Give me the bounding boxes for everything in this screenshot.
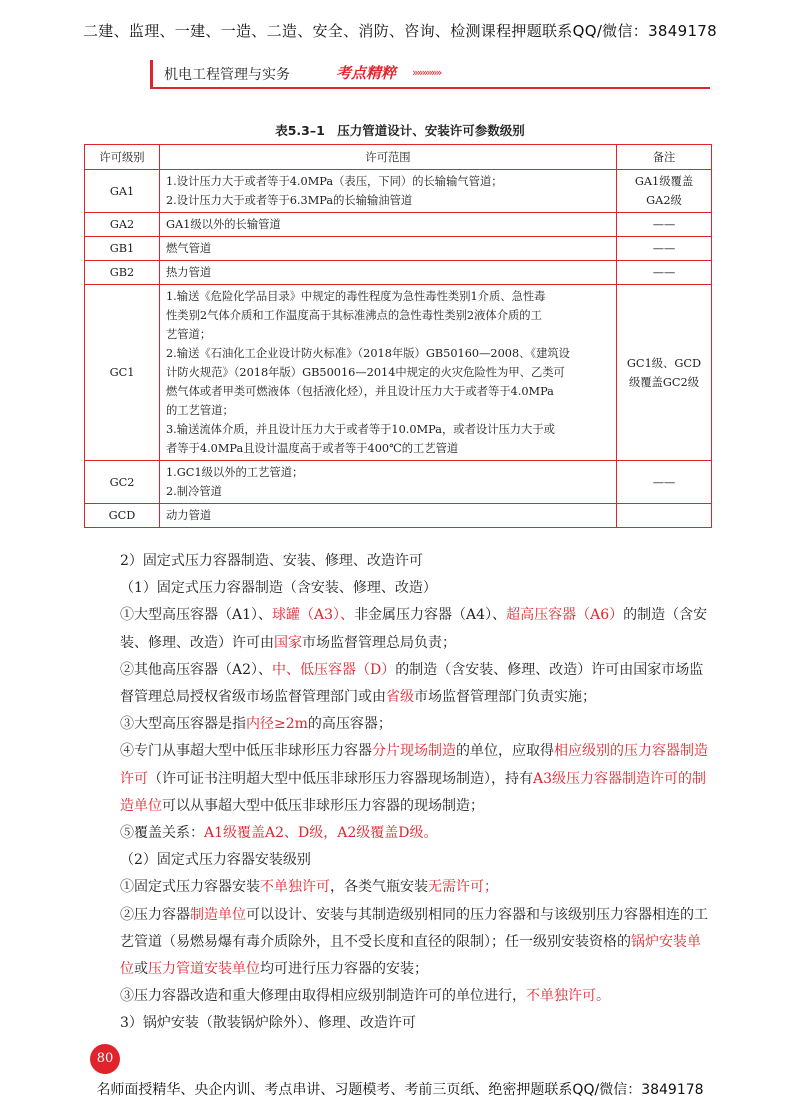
scope-line: 艺管道；: [166, 328, 212, 341]
table-row: [85, 285, 712, 461]
table-row: [85, 461, 712, 504]
section-tag: 考点精粹: [336, 64, 397, 82]
paragraph: （1）固定式压力容器制造（含安装、修理、改造）: [120, 580, 437, 597]
scope-cell: 燃气管道: [160, 237, 617, 261]
scope-line: 性类别2气体介质和工作温度高于其标准沸点的急性毒性类别2液体介质的工: [166, 309, 542, 322]
note-line: 级覆盖GC2级: [628, 375, 700, 389]
level-cell: GB1: [85, 237, 160, 261]
note-cell: [617, 170, 712, 213]
section-title: 机电工程管理与实务: [164, 67, 290, 83]
table-row: [85, 213, 712, 237]
scope-line: 燃气体或者甲类可燃液体（包括液化烃），并且设计压力大于或者等于4.0MPa: [166, 385, 554, 398]
header-level: 许可级别: [85, 145, 160, 170]
page-header: [150, 60, 710, 88]
table-row: [85, 504, 712, 528]
paragraph: 3）锅炉安装（散装锅炉除外）、修理、改造许可: [120, 1015, 416, 1032]
table-row: [85, 237, 712, 261]
header-note: 备注: [617, 145, 712, 170]
paragraph: ①大型高压容器（A1）、球罐（A3）、非金属压力容器（A4）、超高压容器（A6）的制造（含安装、修理、改造）许可由国家市场监督管理总局负责；: [120, 607, 708, 651]
note-cell: ——: [617, 261, 712, 285]
paragraph: ③压力容器改造和重大修理由取得相应级别制造许可的单位进行，不单独许可。: [120, 988, 610, 1005]
scope-line: 1.GC1级以外的工艺管道；: [166, 466, 304, 479]
body-text: [92, 548, 712, 1038]
note-cell: ——: [617, 461, 712, 504]
top-banner: 二建、监理、一建、一造、二造、安全、消防、咨询、检测课程押题联系QQ/微信：3849178: [83, 22, 717, 40]
header-accent-bar: [150, 60, 153, 88]
paragraph: ②其他高压容器（A2）、中、低压容器（D）的制造（含安装、修理、改造）许可由国家市场监督管理总局授权省级市场监督管理部门或由省级市场监督管理部门负责实施；: [120, 661, 704, 706]
scope-line: 计防火规范》（2018年版）GB50016—2014中规定的火灾危险性为甲、乙类可: [166, 366, 565, 379]
note-line: GA1级覆盖: [634, 175, 694, 188]
level-cell: GB2: [85, 261, 160, 285]
scope-line: 1.输送《危险化学品目录》中规定的毒性程度为急性毒性类别1介质、急性毒: [166, 290, 546, 303]
paragraph: ⑤覆盖关系：A1级覆盖A2、D级，A2级覆盖D级。: [120, 825, 438, 842]
paragraph: 2）固定式压力容器制造、安装、修理、改造许可: [120, 553, 423, 569]
scope-line: 1.设计压力大于或者等于4.0MPa（表压，下同）的长输输气管道；: [166, 175, 503, 188]
note-cell: ——: [617, 213, 712, 237]
level-cell: GC2: [85, 461, 160, 504]
scope-cell: [160, 461, 617, 504]
table-header-row: [85, 145, 712, 170]
scope-line: 的工艺管道；: [166, 404, 234, 417]
scope-cell: 热力管道: [160, 261, 617, 285]
bottom-banner: 名师面授精华、央企内训、考点串讲、习题模考、考前三页纸、绝密押题联系QQ/微信：3849178: [96, 1082, 704, 1098]
level-cell: GA1: [85, 170, 160, 213]
chevron-right-icon: »»»»»»: [412, 66, 441, 79]
note-cell: ——: [617, 237, 712, 261]
level-cell: GA2: [85, 213, 160, 237]
table-row: [85, 170, 712, 213]
scope-line: 2.设计压力大于或者等于6.3MPa的长输输油管道: [166, 194, 413, 207]
scope-cell: GA1级以外的长输管道: [160, 213, 617, 237]
note-line: GA2级: [646, 194, 682, 207]
scope-line: 者等于4.0MPa且设计温度高于或者等于400℃的工艺管道: [166, 442, 459, 455]
header-scope: 许可范围: [160, 145, 617, 170]
scope-cell: 动力管道: [160, 504, 617, 528]
paragraph: ②压力容器制造单位可以设计、安装与其制造级别相同的压力容器和与该级别压力容器相连的工艺管道（易燃易爆有毒介质除外，且不受长度和直径的限制）；任一级别安装资格的锅炉安装单位或压力管道安装单位均可进行压力容器的安装；: [120, 906, 708, 978]
scope-cell: [160, 170, 617, 213]
scope-cell: [160, 285, 617, 461]
scope-line: 2.制冷管道: [166, 485, 222, 498]
table-row: [85, 261, 712, 285]
header-divider: [150, 87, 710, 89]
scope-line: 3.输送流体介质，并且设计压力大于或者等于10.0MPa，或者设计压力大于或: [166, 423, 555, 436]
note-cell: [617, 504, 712, 528]
page-number: 80: [90, 1044, 120, 1074]
table-title: 表5.3–1 压力管道设计、安装许可参数级别: [275, 123, 525, 138]
permit-table: [84, 144, 712, 528]
scope-line: 2.输送《石油化工企业设计防火标准》（2018年版）GB50160—2008、《建筑设: [166, 347, 570, 360]
paragraph: ③大型高压容器是指内径≥2m的高压容器；: [120, 716, 392, 733]
paragraph: （2）固定式压力容器安装级别: [120, 852, 311, 869]
note-cell: [617, 285, 712, 461]
level-cell: GC1: [85, 285, 160, 461]
paragraph: ④专门从事超大型中低压非球形压力容器分片现场制造的单位，应取得相应级别的压力容器制造许可（许可证书注明超大型中低压非球形压力容器现场制造），持有A3级压力容器制造许可的制造单位可以从事超大型中低压非球形压力容器的现场制造；: [120, 743, 708, 814]
paragraph: ①固定式压力容器安装不单独许可，各类气瓶安装无需许可；: [120, 879, 498, 896]
note-line: GC1级、GCD: [626, 356, 702, 370]
level-cell: GCD: [85, 504, 160, 528]
